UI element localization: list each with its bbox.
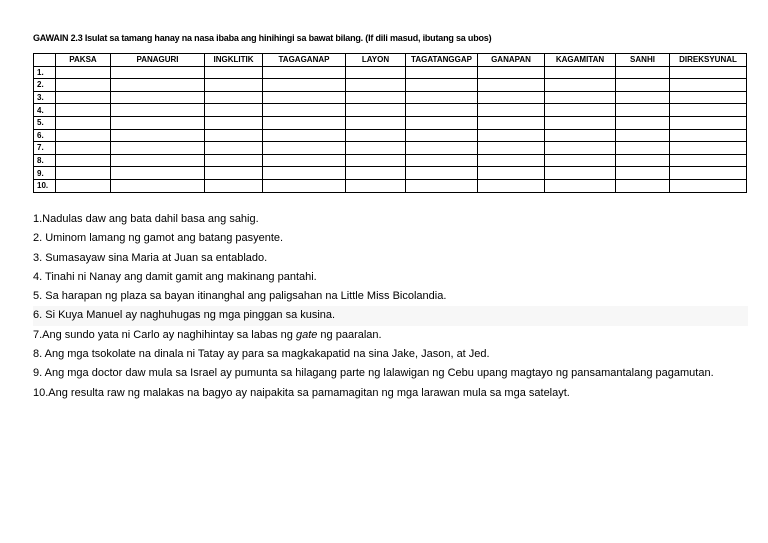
answer-cell [670, 116, 747, 129]
header-ingklitik: INGKLITIK [205, 54, 263, 67]
answer-table [33, 53, 747, 193]
header-direksyunal: DIREKSYUNAL [670, 54, 747, 67]
answer-cell [205, 142, 263, 155]
answer-cell [478, 142, 545, 155]
answer-cell [670, 79, 747, 92]
answer-cell [545, 66, 616, 79]
answer-cell [56, 129, 111, 142]
answer-cell [205, 154, 263, 167]
answer-cell [56, 66, 111, 79]
answer-cell [205, 79, 263, 92]
answer-cell [406, 116, 478, 129]
answer-cell [346, 179, 406, 192]
answer-cell [545, 129, 616, 142]
answer-cell [616, 116, 670, 129]
answer-cell [346, 167, 406, 180]
answer-cell [406, 104, 478, 117]
answer-cell [616, 167, 670, 180]
table-row [34, 104, 747, 117]
answer-cell [406, 167, 478, 180]
header-tagaganap: TAGAGANAP [263, 54, 346, 67]
answer-cell [111, 91, 205, 104]
answer-cell [616, 104, 670, 117]
table-header-row [34, 54, 747, 67]
answer-cell [263, 154, 346, 167]
answer-cell [406, 91, 478, 104]
sentence-3: 3. Sumasayaw sina Maria at Juan sa entablado. [33, 251, 268, 264]
answer-cell [406, 129, 478, 142]
table-row [34, 142, 747, 155]
sentence-4: 4. Tinahi ni Nanay ang damit gamit ang makinang pantahi. [33, 270, 317, 283]
answer-cell [56, 154, 111, 167]
answer-cell [616, 142, 670, 155]
answer-cell [56, 179, 111, 192]
answer-cell [346, 66, 406, 79]
answer-cell [263, 66, 346, 79]
answer-cell [616, 79, 670, 92]
answer-cell [545, 179, 616, 192]
answer-cell [670, 129, 747, 142]
answer-cell [478, 154, 545, 167]
answer-cell [616, 66, 670, 79]
answer-cell [263, 79, 346, 92]
answer-cell [406, 142, 478, 155]
answer-cell [616, 129, 670, 142]
answer-cell [205, 179, 263, 192]
answer-cell [478, 116, 545, 129]
answer-cell [205, 116, 263, 129]
answer-cell [346, 91, 406, 104]
table-row [34, 154, 747, 167]
answer-cell [205, 104, 263, 117]
answer-cell [205, 91, 263, 104]
header-kagamitan: KAGAMITAN [545, 54, 616, 67]
header-layon: LAYON [346, 54, 406, 67]
answer-cell [545, 142, 616, 155]
table-row [34, 116, 747, 129]
answer-cell [478, 79, 545, 92]
answer-cell [478, 167, 545, 180]
answer-cell [670, 167, 747, 180]
answer-cell [111, 142, 205, 155]
sentence-1: 1.Nadulas daw ang bata dahil basa ang sahig. [33, 213, 259, 225]
answer-cell [545, 116, 616, 129]
answer-cell [263, 91, 346, 104]
answer-cell [111, 104, 205, 117]
header-panaguri: PANAGURI [111, 54, 205, 67]
answer-cell [670, 154, 747, 167]
answer-cell [205, 66, 263, 79]
header-ganapan: GANAPAN [478, 54, 545, 67]
answer-cell [670, 179, 747, 192]
sentence-7-before: 7.Ang sundo yata ni Carlo ay naghihintay sa labas ng [33, 328, 296, 341]
table-row [34, 66, 747, 79]
row-number: 2. [34, 79, 56, 92]
answer-cell [616, 154, 670, 167]
row-number: 10. [34, 179, 56, 192]
answer-cell [406, 66, 478, 79]
answer-cell [478, 104, 545, 117]
sentence-10: 10.Ang resulta raw ng malakas na bagyo ay naipakita sa pamamagitan ng mga larawan mula sa mga satelayt. [33, 386, 570, 399]
row-number: 7. [34, 142, 56, 155]
answer-cell [478, 179, 545, 192]
answer-cell [478, 129, 545, 142]
answer-cell [56, 79, 111, 92]
table-row [34, 79, 747, 92]
answer-cell [545, 167, 616, 180]
answer-cell [263, 142, 346, 155]
sentence-7 [33, 326, 748, 345]
answer-cell [346, 154, 406, 167]
answer-cell [346, 142, 406, 155]
answer-cell [263, 179, 346, 192]
answer-cell [616, 91, 670, 104]
row-number: 3. [34, 91, 56, 104]
answer-cell [545, 91, 616, 104]
answer-cell [111, 154, 205, 167]
answer-cell [263, 167, 346, 180]
answer-cell [478, 66, 545, 79]
header-paksa: PAKSA [56, 54, 111, 67]
answer-cell [545, 79, 616, 92]
row-number: 6. [34, 129, 56, 142]
answer-cell [56, 116, 111, 129]
answer-cell [670, 142, 747, 155]
table-row [34, 129, 747, 142]
answer-cell [205, 129, 263, 142]
answer-cell [346, 129, 406, 142]
sentence-9: 9. Ang mga doctor daw mula sa Israel ay pumunta sa hilagang parte ng lalawigan ng Cebu upang magtayo ng pansamantalang pagamutan. [33, 367, 714, 380]
answer-cell [406, 179, 478, 192]
answer-cell [545, 154, 616, 167]
answer-cell [56, 167, 111, 180]
header-sanhi: SANHI [616, 54, 670, 67]
table-row [34, 167, 747, 180]
answer-cell [545, 104, 616, 117]
sentence-8: 8. Ang mga tsokolate na dinala ni Tatay ay para sa magkakapatid na sina Jake, Jason, at Jed. [33, 348, 490, 361]
row-number: 5. [34, 116, 56, 129]
answer-cell [346, 116, 406, 129]
answer-cell [56, 104, 111, 117]
table-body [34, 66, 747, 192]
answer-cell [263, 129, 346, 142]
answer-cell [406, 79, 478, 92]
answer-cell [478, 91, 545, 104]
answer-cell [263, 104, 346, 117]
answer-cell [111, 116, 205, 129]
answer-cell [111, 66, 205, 79]
answer-cell [263, 116, 346, 129]
answer-cell [346, 104, 406, 117]
row-number: 4. [34, 104, 56, 117]
worksheet-instruction: GAWAIN 2.3 Isulat sa tamang hanay na nasa ibaba ang hinihingi sa bawat bilang. (If dili masud, ibutang sa ubos) [33, 33, 492, 43]
answer-cell [111, 129, 205, 142]
answer-cell [56, 91, 111, 104]
sentence-2: 2. Uminom lamang ng gamot ang batang pasyente. [33, 232, 284, 245]
answer-cell [670, 66, 747, 79]
header-tagatanggap: TAGATANGGAP [406, 54, 478, 67]
sentence-7-italic-word: gate [295, 328, 318, 341]
answer-cell [616, 179, 670, 192]
table-row [34, 179, 747, 192]
row-number: 8. [34, 154, 56, 167]
answer-cell [56, 142, 111, 155]
answer-cell [111, 79, 205, 92]
row-number: 1. [34, 66, 56, 79]
header-corner [34, 54, 56, 67]
answer-cell [111, 167, 205, 180]
row-number: 9. [34, 167, 56, 180]
answer-cell [205, 167, 263, 180]
answer-cell [670, 104, 747, 117]
sentence-7-after: ng paaralan. [317, 328, 382, 341]
answer-cell [111, 179, 205, 192]
answer-cell [346, 79, 406, 92]
answer-cell [406, 154, 478, 167]
answer-cell [670, 91, 747, 104]
sentence-6: 6. Si Kuya Manuel ay naghuhugas ng mga pinggan sa kusina. [33, 306, 748, 325]
table-row [34, 91, 747, 104]
sentence-list [33, 210, 748, 403]
sentence-5: 5. Sa harapan ng plaza sa bayan itinanghal ang paligsahan na Little Miss Bicolandia. [33, 290, 447, 303]
